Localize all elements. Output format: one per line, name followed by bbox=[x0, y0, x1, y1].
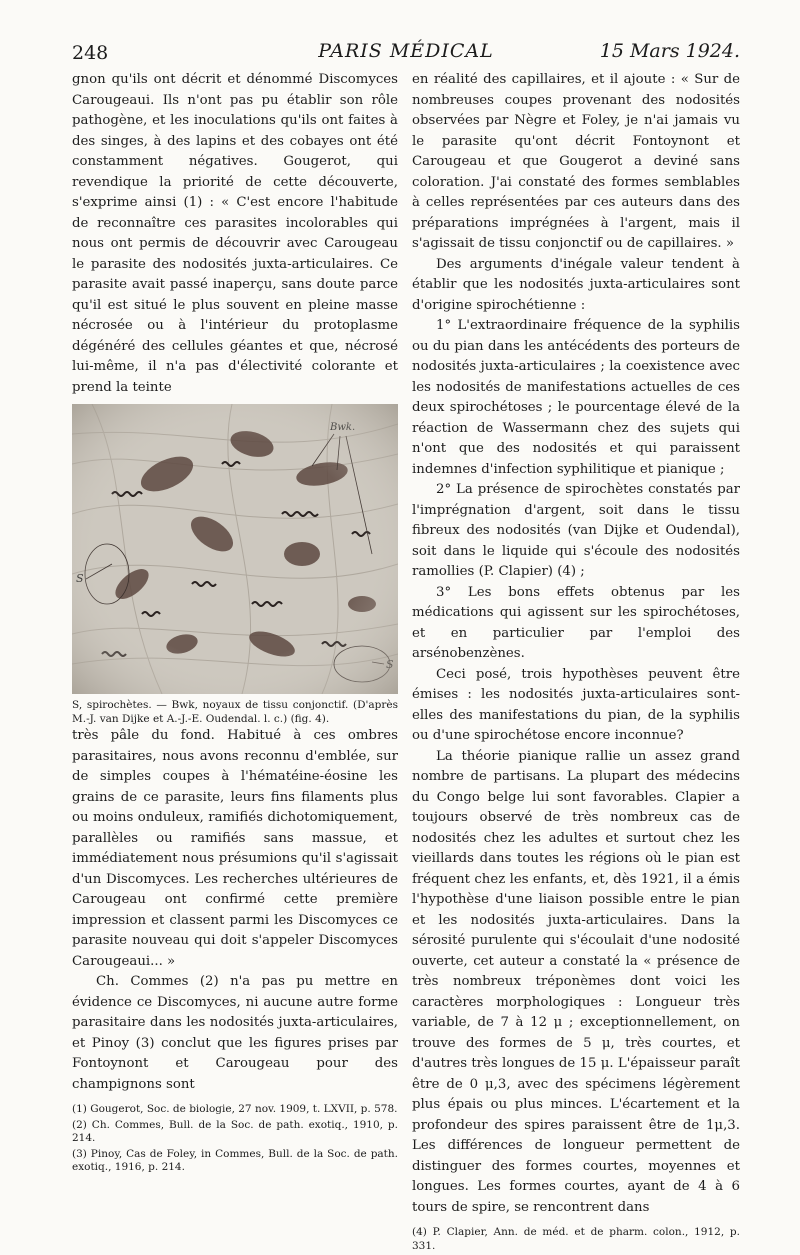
left-footnotes bbox=[72, 1103, 398, 1175]
right-footnotes bbox=[412, 1226, 740, 1253]
right-paragraph-7: La théorie pianique rallie un assez grand nombre de partisans. La plupart des médecins du Congo belge lui sont favorables. Clapier a toujours observé de très nombreux cas de nodosités chez les adultes et surtout chez les vieillards dans toutes les régions où le pian est fréquent chez les enfants, et, dès 1921, il a émis l'hypothèse d'une liaison possible entre le pian et les nodosités juxta-articulaires. Dans la sérosité purulente qui s'écoulait d'une nodosité ouverte, cet auteur a constaté la « présence de très nombreux tréponèmes dont voici les caractères morphologiques : Longueur très variable, de 7 à 12 μ ; exceptionnellement, on trouve des formes de 5 μ, très courtes, et d'autres très longues de 15 μ. L'épaisseur paraît être de 0 μ,3, avec des spécimens légèrement plus épais ou plus minces. L'écartement et la profondeur des spires paraissent être de 1μ,3. Les différences de longueur permettent de distinguer des formes courtes, moyennes et longues. Les formes courtes, ayant de 4 à 6 tours de spire, se rencontrent dans bbox=[412, 748, 740, 1215]
journal-title: PARIS MÉDICAL bbox=[318, 40, 494, 62]
footnote-2: (2) Ch. Commes, Bull. de la Soc. de path. exotiq., 1910, p. 214. bbox=[72, 1118, 398, 1144]
histology-figure bbox=[72, 404, 398, 694]
left-paragraph-3: Ch. Commes (2) n'a pas pu mettre en évidence ce Discomyces, ni aucune autre forme parasitaire dans les nodosités juxta-articulaires, et Pinoy (3) conclut que les figures prises par Fontoynont et Carougeau pour des champignons sont bbox=[72, 974, 398, 1092]
right-paragraph-3: 1° L'extraordinaire fréquence de la syphilis ou du pian dans les antécédents des porteurs de nodosités juxta-articulaires ; la coexistence avec les nodosités de manifestations actuelles de ces deux spirochétoses ; le pourcentage élevé de la réaction de Wassermann chez des sujets qui n'ont que des nodosités et qui paraissent indemnes d'infection syphilitique et pianique ; bbox=[412, 318, 740, 477]
footnote-1: (1) Gougerot, Soc. de biologie, 27 nov. 1909, t. LXVII, p. 578. bbox=[72, 1103, 398, 1115]
left-paragraph-1: gnon qu'ils ont décrit et dénommé Discomyces Carougeaui. Ils n'ont pas pu établir son rôle pathogène, et les inoculations qu'ils ont faites à des singes, à des lapins et des cobayes ont été constamment négatives. Gougerot, qui revendique la priorité de cette découverte, s'exprime ainsi (1) : « C'est encore l'habitude de reconnaître ces parasites incolorables qui nous ont permis de découvrir avec Carougeau le parasite des nodosités juxta-articulaires. Ce parasite avait passé inaperçu, sans doute parce qu'il est situé le plus souvent en pleine masse nécrosée ou à l'intérieur du protoplasme dégénéré des cellules géantes et que, nécrosé lui-même, il n'a pas d'électivité colorante et prend la teinte bbox=[72, 72, 398, 395]
footnote-3: (3) Pinoy, Cas de Foley, in Commes, Bull. de la Soc. de path. exotiq., 1916, p. 214. bbox=[72, 1147, 398, 1173]
figure-caption: S, spirochètes. — Bwk, noyaux de tissu conjonctif. (D'après M.-J. van Dijke et A.-J.-E. Oudendal. l. c.) (fig. 4). bbox=[72, 699, 398, 725]
right-paragraph-5: 3° Les bons effets obtenus par les médications qui agissent sur les spirochétoses, et en particulier par l'emploi des arsénobenzènes. bbox=[412, 584, 740, 661]
right-paragraph-6: Ceci posé, trois hypothèses peuvent être émises : les nodosités juxta-articulaires sont-elles des manifestations du pian, de la syphilis ou d'une spirochétose encore inconnue? bbox=[412, 666, 740, 743]
left-column bbox=[72, 70, 398, 1177]
right-paragraph-4: 2° La présence de spirochètes constatés par l'imprégnation d'argent, soit dans le tissu fibreux des nodosités (van Dijke et Oudendal), soit dans le liquide qui s'écoule des nodosités ramollies (P. Clapier) (4) ; bbox=[412, 482, 740, 579]
left-paragraph-2: très pâle du fond. Habitué à ces ombres parasitaires, nous avons reconnu d'emblée, sur de simples coupes à l'hématéine-éosine les grains de ce parasite, leurs fins filaments plus ou moins onduleux, ramifiés dichotomiquement, parallèles ou ramifiés sans massue, et immédiatement nous présumions qu'il s'agissait d'un Discomyces. Les recherches ultérieures de Carougeau ont confirmé cette première impression et classent parmi les Discomyces ce parasite nouveau qui doit s'appeler Discomyces Carougeaui... » bbox=[72, 728, 398, 969]
right-column bbox=[412, 70, 740, 1255]
right-paragraph-1: en réalité des capillaires, et il ajoute : « Sur de nombreuses coupes provenant des nodosités observées par Nègre et Foley, je n'ai jamais vu le parasite qu'ont décrit Fontoynont et Carougeau et que Gougerot a deviné sans coloration. J'ai constaté des formes semblables à celles représentées par ces auteurs dans des préparations imprégnées à l'argent, mais il s'agissait de tissu conjonctif ou de capillaires. » bbox=[412, 72, 740, 251]
right-paragraph-2: Des arguments d'inégale valeur tendent à établir que les nodosités juxta-articulaires sont d'origine spirochétienne : bbox=[412, 256, 740, 313]
issue-date: 15 Mars 1924. bbox=[599, 40, 740, 62]
footnote-4: (4) P. Clapier, Ann. de méd. et de pharm. colon., 1912, p. 331. bbox=[412, 1226, 740, 1252]
spirochete-micrograph bbox=[72, 404, 398, 694]
page-header bbox=[72, 40, 740, 66]
page-number: 248 bbox=[72, 42, 109, 64]
